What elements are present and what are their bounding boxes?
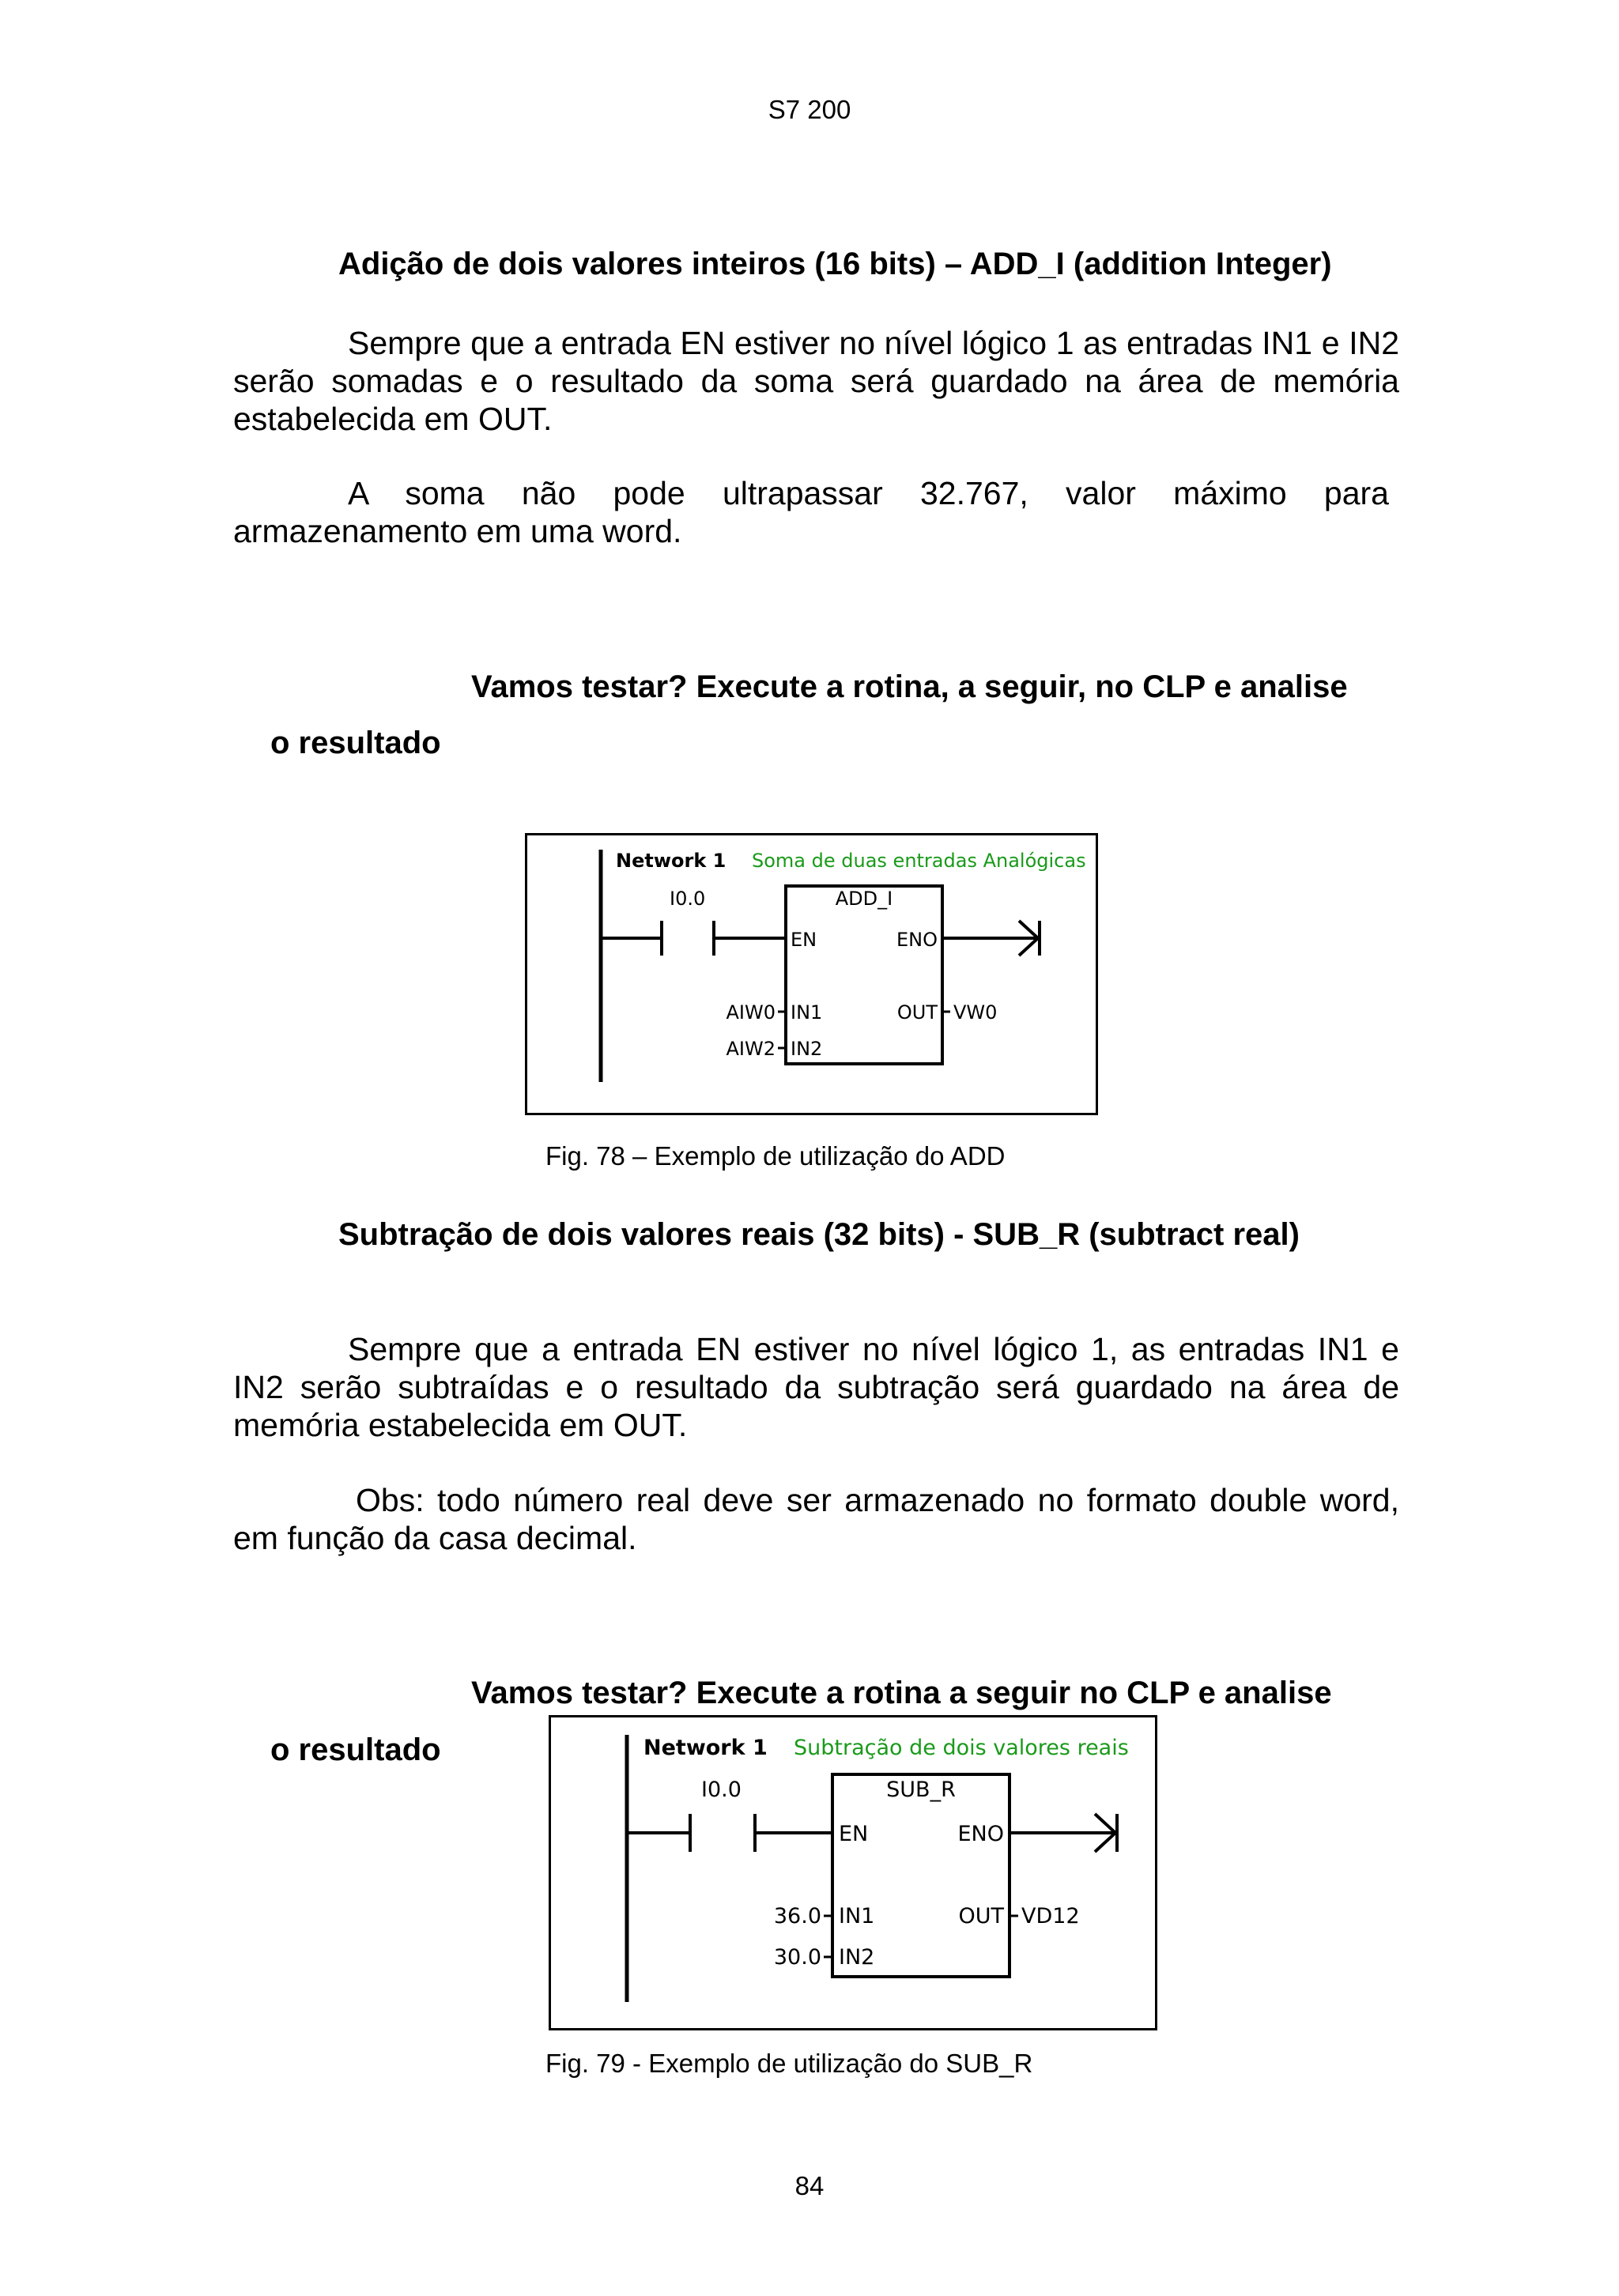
out-pin-label: OUT bbox=[896, 1001, 938, 1024]
en-pin-label: EN bbox=[839, 1822, 869, 1846]
out-operand: VD12 bbox=[1021, 1904, 1080, 1928]
contact-address: I0.0 bbox=[701, 1778, 742, 1802]
figure-caption-79: Fig. 79 - Exemplo de utilização do SUB_R bbox=[545, 2049, 1033, 2078]
test-instruction-line1: Vamos testar? Execute a rotina, a seguir, no CLP e analise bbox=[471, 669, 1348, 704]
out-pin-label: OUT bbox=[958, 1904, 1004, 1928]
eno-pin-label: ENO bbox=[957, 1822, 1004, 1846]
out-operand: VW0 bbox=[953, 1001, 998, 1024]
in1-pin-label: IN1 bbox=[839, 1904, 875, 1928]
section-heading-sub: Subtração de dois valores reais (32 bits) - SUB_R (subtract real) bbox=[338, 1217, 1300, 1252]
ladder-diagram-add bbox=[525, 833, 1098, 1115]
network-comment: Subtração de dois valores reais bbox=[794, 1736, 1129, 1760]
network-label: Network 1 bbox=[643, 1736, 768, 1760]
eno-pin-label: ENO bbox=[896, 929, 938, 951]
paragraph-text: Sempre que a entrada EN estiver no nível lógico 1 as entradas IN1 e IN2 serão somadas e o resultado da soma será guardado na área de memória estabelecida em OUT. bbox=[233, 325, 1399, 437]
in2-operand: 30.0 bbox=[773, 1945, 821, 1970]
test-instruction-line2: o resultado bbox=[270, 1732, 441, 1767]
function-block-name: SUB_R bbox=[886, 1778, 956, 1802]
en-pin-label: EN bbox=[791, 929, 817, 951]
in2-pin-label: IN2 bbox=[839, 1945, 875, 1970]
in2-operand: AIW2 bbox=[726, 1038, 776, 1060]
paragraph-sub-description bbox=[233, 1330, 1399, 1444]
section-heading-add: Adição de dois valores inteiros (16 bits) – ADD_I (addition Integer) bbox=[338, 247, 1332, 281]
test-instruction-line2: o resultado bbox=[270, 726, 441, 760]
paragraph-text: Sempre que a entrada EN estiver no nível lógico 1, as entradas IN1 e IN2 serão subtraídas e o resultado da subtração será guardado na área de memória estabelecida em OUT. bbox=[233, 1331, 1399, 1443]
in2-pin-label: IN2 bbox=[791, 1038, 823, 1060]
paragraph-text: A soma não pode ultrapassar 32.767, valor máximo para armazenamento em uma word. bbox=[233, 475, 1389, 549]
in1-operand: 36.0 bbox=[773, 1904, 821, 1928]
paragraph-add-description bbox=[233, 324, 1399, 438]
paragraph-sub-note bbox=[233, 1481, 1399, 1557]
in1-operand: AIW0 bbox=[726, 1001, 776, 1024]
ladder-diagram-sub bbox=[549, 1715, 1157, 2030]
page-header: S7 200 bbox=[768, 95, 851, 124]
network-comment: Soma de duas entradas Analógicas bbox=[752, 850, 1086, 872]
function-block-name: ADD_I bbox=[835, 888, 893, 910]
page-number: 84 bbox=[794, 2171, 825, 2200]
paragraph-text: Obs: todo número real deve ser armazenado no formato double word, em função da casa decimal. bbox=[233, 1482, 1399, 1556]
figure-caption-78: Fig. 78 – Exemplo de utilização do ADD bbox=[545, 1141, 1006, 1171]
test-instruction-line1: Vamos testar? Execute a rotina a seguir no CLP e analise bbox=[471, 1676, 1332, 1710]
network-label: Network 1 bbox=[616, 850, 726, 872]
in1-pin-label: IN1 bbox=[791, 1001, 823, 1024]
contact-address: I0.0 bbox=[670, 888, 706, 910]
paragraph-add-limit bbox=[233, 474, 1389, 550]
